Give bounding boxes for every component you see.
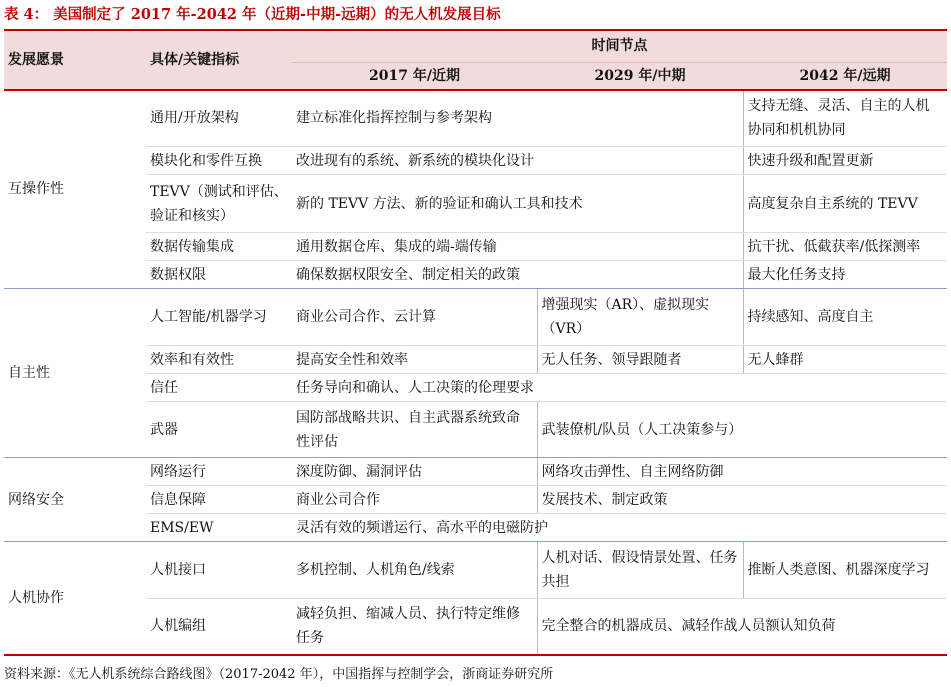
- cell-2042: 抗干扰、低截获率/低探测率: [743, 233, 947, 261]
- cell-2017: 商业公司合作、云计算: [292, 289, 537, 346]
- cell-2029: 增强现实（AR）、虚拟现实（VR）: [537, 289, 743, 346]
- table-row: [4, 514, 947, 542]
- table-row: [4, 346, 947, 374]
- cell-2029-2042: 完全整合的机器成员、减轻作战人员额认知负荷: [537, 599, 947, 655]
- cell-2042: 最大化任务支持: [743, 261, 947, 289]
- table-row: [4, 486, 947, 514]
- header-metric: 具体/关键指标: [146, 31, 292, 90]
- cell-2029: 无人任务、领导跟随者: [537, 346, 743, 374]
- vision-cybersecurity: 网络安全: [4, 458, 146, 542]
- vision-interoperability: 互操作性: [4, 90, 146, 289]
- metric-cell: 人机编组: [146, 599, 292, 655]
- cell-2017: 提高安全性和效率: [292, 346, 537, 374]
- cell-2017: 多机控制、人机角色/线索: [292, 542, 537, 599]
- cell-2017-2029: 建立标准化指挥控制与参考架构: [292, 90, 743, 147]
- cell-2042: 快速升级和配置更新: [743, 147, 947, 175]
- cell-2029-2042: 发展技术、制定政策: [537, 486, 947, 514]
- header-vision: 发展愿景: [4, 31, 146, 90]
- source-note: 资料来源：《无人机系统综合路线图》（2017-2042 年），中国指挥与控制学会，浙商证券研究所: [4, 667, 554, 682]
- table-row: [4, 261, 947, 289]
- metric-cell: 通用/开放架构: [146, 90, 292, 147]
- vision-human-machine: 人机协作: [4, 542, 146, 655]
- cell-2029-2042: 网络攻击弹性、自主网络防御: [537, 458, 947, 486]
- metric-cell: 数据传输集成: [146, 233, 292, 261]
- metric-cell: TEVV（测试和评估、验证和核实）: [146, 175, 292, 233]
- cell-2017: 深度防御、漏洞评估: [292, 458, 537, 486]
- vision-autonomy: 自主性: [4, 289, 146, 458]
- cell-2017: 国防部战略共识、自主武器系统致命性评估: [292, 402, 537, 458]
- metric-cell: 模块化和零件互换: [146, 147, 292, 175]
- table-row: [4, 175, 947, 233]
- cell-2017-2029: 确保数据权限安全、制定相关的政策: [292, 261, 743, 289]
- metric-cell: 效率和有效性: [146, 346, 292, 374]
- cell-2042: 高度复杂自主系统的 TEVV: [743, 175, 947, 233]
- metric-cell: 数据权限: [146, 261, 292, 289]
- table-row: [4, 542, 947, 599]
- table-row: [4, 599, 947, 655]
- metric-cell: 人工智能/机器学习: [146, 289, 292, 346]
- header-2029: 2029 年/中期: [537, 62, 743, 90]
- roadmap-table: [4, 31, 947, 656]
- metric-cell: 信任: [146, 374, 292, 402]
- cell-2017-2029: 新的 TEVV 方法、新的验证和确认工具和技术: [292, 175, 743, 233]
- cell-2017-2029: 改进现有的系统、新系统的模块化设计: [292, 147, 743, 175]
- cell-2042: 无人蜂群: [743, 346, 947, 374]
- cell-all-periods: 任务导向和确认、人工决策的伦理要求: [292, 374, 947, 402]
- header-2042: 2042 年/远期: [743, 62, 947, 90]
- metric-cell: 人机接口: [146, 542, 292, 599]
- cell-2042: 推断人类意图、机器深度学习: [743, 542, 947, 599]
- table-row: [4, 374, 947, 402]
- cell-2029: 人机对话、假设情景处置、任务共担: [537, 542, 743, 599]
- cell-2029-2042: 武装僚机/队员（人工决策参与）: [537, 402, 947, 458]
- header-timeline: 时间节点: [292, 31, 947, 62]
- metric-cell: 武器: [146, 402, 292, 458]
- metric-cell: 信息保障: [146, 486, 292, 514]
- table-title: 表 4： 美国制定了 2017 年-2042 年（近期-中期-远期）的无人机发展目标: [4, 6, 501, 23]
- table-row: [4, 289, 947, 346]
- cell-2042: 持续感知、高度自主: [743, 289, 947, 346]
- table-row: [4, 233, 947, 261]
- cell-2017: 商业公司合作: [292, 486, 537, 514]
- cell-2017-2029: 通用数据仓库、集成的端-端传输: [292, 233, 743, 261]
- cell-all-periods: 灵活有效的频谱运行、高水平的电磁防护: [292, 514, 947, 542]
- table-row: [4, 90, 947, 147]
- metric-cell: 网络运行: [146, 458, 292, 486]
- cell-2017: 减轻负担、缩减人员、执行特定维修任务: [292, 599, 537, 655]
- table-row: [4, 402, 947, 458]
- table-row: [4, 147, 947, 175]
- table-row: [4, 458, 947, 486]
- cell-2042: 支持无缝、灵活、自主的人机协同和机机协同: [743, 90, 947, 147]
- header-2017: 2017 年/近期: [292, 62, 537, 90]
- metric-cell: EMS/EW: [146, 514, 292, 542]
